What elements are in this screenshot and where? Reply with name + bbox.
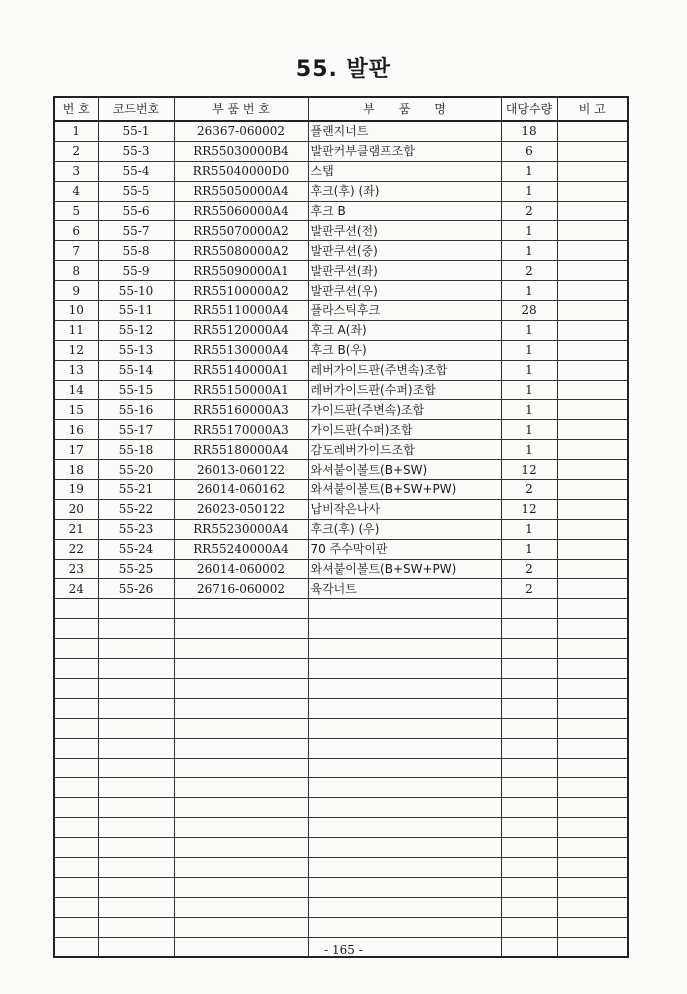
table-row — [54, 261, 628, 281]
cell-part-no: RR55060000A4 — [174, 201, 308, 221]
cell-code: 55-21 — [98, 480, 174, 500]
cell-part-no: 26013-060122 — [174, 460, 308, 480]
empty-table-row — [54, 619, 628, 639]
table-row — [54, 360, 628, 380]
cell-part-no — [174, 698, 308, 718]
cell-qty: 1 — [501, 340, 557, 360]
cell-part-no: RR55240000A4 — [174, 539, 308, 559]
cell-qty — [501, 818, 557, 838]
cell-qty — [501, 619, 557, 639]
cell-code: 55-20 — [98, 460, 174, 480]
cell-no — [54, 599, 98, 619]
empty-table-row — [54, 758, 628, 778]
cell-remarks — [557, 400, 628, 420]
cell-qty: 1 — [501, 320, 557, 340]
cell-remarks — [557, 301, 628, 321]
cell-name: 발판커부클램프조합 — [308, 141, 501, 161]
cell-remarks — [557, 639, 628, 659]
cell-remarks — [557, 838, 628, 858]
table-row — [54, 301, 628, 321]
cell-name: 후크(후) (우) — [308, 519, 501, 539]
cell-qty: 1 — [501, 440, 557, 460]
cell-qty — [501, 877, 557, 897]
cell-no: 8 — [54, 261, 98, 281]
cell-remarks — [557, 758, 628, 778]
cell-code: 55-9 — [98, 261, 174, 281]
cell-name — [308, 917, 501, 937]
cell-name — [308, 599, 501, 619]
cell-no — [54, 718, 98, 738]
cell-qty: 2 — [501, 579, 557, 599]
cell-qty: 1 — [501, 420, 557, 440]
cell-code: 55-7 — [98, 221, 174, 241]
cell-part-no: RR55080000A2 — [174, 241, 308, 261]
cell-remarks — [557, 141, 628, 161]
cell-no: 9 — [54, 281, 98, 301]
cell-qty: 1 — [501, 161, 557, 181]
cell-no — [54, 917, 98, 937]
cell-part-no: RR55140000A1 — [174, 360, 308, 380]
empty-table-row — [54, 738, 628, 758]
page-number: - 165 - — [324, 943, 363, 957]
cell-remarks — [557, 221, 628, 241]
cell-code — [98, 877, 174, 897]
cell-no — [54, 639, 98, 659]
cell-remarks — [557, 579, 628, 599]
cell-no — [54, 818, 98, 838]
cell-name: 와셔붙이볼트(B+SW+PW) — [308, 559, 501, 579]
table-row — [54, 499, 628, 519]
cell-remarks — [557, 877, 628, 897]
cell-qty — [501, 678, 557, 698]
cell-code: 55-26 — [98, 579, 174, 599]
cell-no — [54, 778, 98, 798]
cell-name: 가이드판(수퍼)조합 — [308, 420, 501, 440]
page-title: 55. 발판 — [295, 57, 392, 82]
header-qty: 대당수량 — [501, 97, 557, 121]
cell-part-no: RR55130000A4 — [174, 340, 308, 360]
cell-part-no: RR55230000A4 — [174, 519, 308, 539]
cell-code: 55-14 — [98, 360, 174, 380]
empty-table-row — [54, 698, 628, 718]
cell-code — [98, 659, 174, 679]
cell-qty: 12 — [501, 499, 557, 519]
cell-no: 19 — [54, 480, 98, 500]
table-row — [54, 380, 628, 400]
table-row — [54, 221, 628, 241]
cell-remarks — [557, 539, 628, 559]
cell-remarks — [557, 420, 628, 440]
header-part-no: 부 품 번 호 — [174, 97, 308, 121]
empty-table-row — [54, 659, 628, 679]
cell-part-no — [174, 718, 308, 738]
cell-remarks — [557, 440, 628, 460]
cell-code: 55-4 — [98, 161, 174, 181]
cell-no: 14 — [54, 380, 98, 400]
cell-no — [54, 838, 98, 858]
cell-name — [308, 897, 501, 917]
cell-name: 육각너트 — [308, 579, 501, 599]
cell-name: 와셔붙이볼트(B+SW+PW) — [308, 480, 501, 500]
empty-table-row — [54, 857, 628, 877]
cell-part-no: RR55180000A4 — [174, 440, 308, 460]
cell-remarks — [557, 241, 628, 261]
cell-qty — [501, 917, 557, 937]
cell-code: 55-1 — [98, 121, 174, 141]
cell-qty: 12 — [501, 460, 557, 480]
header-remarks: 비 고 — [557, 97, 628, 121]
table-row — [54, 281, 628, 301]
parts-table — [53, 96, 629, 958]
cell-no: 6 — [54, 221, 98, 241]
cell-qty: 18 — [501, 121, 557, 141]
cell-no: 16 — [54, 420, 98, 440]
header-no: 번 호 — [54, 97, 98, 121]
cell-no: 7 — [54, 241, 98, 261]
cell-no: 24 — [54, 579, 98, 599]
cell-part-no: 26014-060002 — [174, 559, 308, 579]
cell-no — [54, 698, 98, 718]
table-row — [54, 519, 628, 539]
cell-part-no: RR55040000D0 — [174, 161, 308, 181]
cell-no — [54, 758, 98, 778]
cell-remarks — [557, 897, 628, 917]
empty-table-row — [54, 678, 628, 698]
table-row — [54, 340, 628, 360]
cell-remarks — [557, 559, 628, 579]
cell-no: 1 — [54, 121, 98, 141]
cell-code: 55-16 — [98, 400, 174, 420]
cell-no: 10 — [54, 301, 98, 321]
cell-qty — [501, 897, 557, 917]
cell-code: 55-12 — [98, 320, 174, 340]
cell-part-no: RR55120000A4 — [174, 320, 308, 340]
cell-remarks — [557, 281, 628, 301]
cell-name — [308, 877, 501, 897]
cell-code: 55-5 — [98, 181, 174, 201]
cell-qty — [501, 659, 557, 679]
cell-name — [308, 659, 501, 679]
cell-qty: 1 — [501, 221, 557, 241]
parts-table-body — [54, 121, 628, 957]
cell-no: 11 — [54, 320, 98, 340]
cell-name: 납비작은나사 — [308, 499, 501, 519]
cell-name — [308, 738, 501, 758]
cell-qty: 2 — [501, 559, 557, 579]
header-name: 부 품 명 — [308, 97, 501, 121]
cell-no: 20 — [54, 499, 98, 519]
cell-qty — [501, 758, 557, 778]
cell-code: 55-24 — [98, 539, 174, 559]
cell-part-no — [174, 678, 308, 698]
cell-qty: 1 — [501, 181, 557, 201]
cell-no: 18 — [54, 460, 98, 480]
cell-qty — [501, 698, 557, 718]
cell-qty — [501, 639, 557, 659]
cell-part-no: 26023-050122 — [174, 499, 308, 519]
table-row — [54, 400, 628, 420]
cell-remarks — [557, 480, 628, 500]
cell-no — [54, 857, 98, 877]
empty-table-row — [54, 639, 628, 659]
cell-part-no — [174, 639, 308, 659]
cell-code — [98, 619, 174, 639]
cell-part-no — [174, 798, 308, 818]
cell-part-no: RR55170000A3 — [174, 420, 308, 440]
cell-code: 55-17 — [98, 420, 174, 440]
table-row — [54, 559, 628, 579]
cell-remarks — [557, 340, 628, 360]
cell-remarks — [557, 181, 628, 201]
cell-code: 55-23 — [98, 519, 174, 539]
cell-qty: 6 — [501, 141, 557, 161]
cell-remarks — [557, 917, 628, 937]
cell-name — [308, 639, 501, 659]
cell-remarks — [557, 599, 628, 619]
cell-remarks — [557, 499, 628, 519]
cell-remarks — [557, 718, 628, 738]
cell-name — [308, 758, 501, 778]
cell-qty — [501, 857, 557, 877]
table-row — [54, 320, 628, 340]
cell-part-no — [174, 619, 308, 639]
cell-qty: 28 — [501, 301, 557, 321]
cell-code: 55-22 — [98, 499, 174, 519]
cell-name — [308, 778, 501, 798]
cell-no — [54, 619, 98, 639]
cell-qty — [501, 738, 557, 758]
cell-name: 발판쿠션(좌) — [308, 261, 501, 281]
cell-remarks — [557, 738, 628, 758]
table-row — [54, 161, 628, 181]
cell-name — [308, 698, 501, 718]
cell-remarks — [557, 121, 628, 141]
table-row — [54, 539, 628, 559]
cell-no — [54, 798, 98, 818]
cell-part-no: RR55050000A4 — [174, 181, 308, 201]
cell-no: 17 — [54, 440, 98, 460]
cell-code: 55-25 — [98, 559, 174, 579]
cell-no: 13 — [54, 360, 98, 380]
cell-code — [98, 838, 174, 858]
cell-no — [54, 659, 98, 679]
cell-name: 발판쿠션(중) — [308, 241, 501, 261]
cell-remarks — [557, 380, 628, 400]
cell-name — [308, 798, 501, 818]
cell-qty: 2 — [501, 261, 557, 281]
cell-no: 5 — [54, 201, 98, 221]
cell-code: 55-15 — [98, 380, 174, 400]
cell-name — [308, 838, 501, 858]
cell-code — [98, 897, 174, 917]
cell-code — [98, 798, 174, 818]
cell-code — [98, 857, 174, 877]
cell-remarks — [557, 261, 628, 281]
cell-part-no — [174, 897, 308, 917]
cell-name: 후크(후) (좌) — [308, 181, 501, 201]
cell-name: 감도레버가이드조합 — [308, 440, 501, 460]
cell-name: 후크 B — [308, 201, 501, 221]
cell-part-no — [174, 738, 308, 758]
cell-code: 55-10 — [98, 281, 174, 301]
cell-code — [98, 758, 174, 778]
cell-no — [54, 738, 98, 758]
cell-code: 55-13 — [98, 340, 174, 360]
cell-remarks — [557, 360, 628, 380]
cell-remarks — [557, 519, 628, 539]
cell-code — [98, 599, 174, 619]
table-row — [54, 201, 628, 221]
empty-table-row — [54, 798, 628, 818]
table-row — [54, 480, 628, 500]
cell-name — [308, 818, 501, 838]
empty-table-row — [54, 838, 628, 858]
cell-remarks — [557, 678, 628, 698]
cell-qty — [501, 798, 557, 818]
cell-name: 와셔붙이볼트(B+SW) — [308, 460, 501, 480]
table-row — [54, 121, 628, 141]
cell-part-no — [174, 778, 308, 798]
cell-remarks — [557, 460, 628, 480]
cell-name: 플라스틱후크 — [308, 301, 501, 321]
cell-name: 70 주수막이판 — [308, 539, 501, 559]
cell-remarks — [557, 161, 628, 181]
cell-qty — [501, 778, 557, 798]
table-row — [54, 579, 628, 599]
cell-part-no: RR55090000A1 — [174, 261, 308, 281]
cell-part-no: RR55110000A4 — [174, 301, 308, 321]
cell-code — [98, 738, 174, 758]
cell-part-no: 26367-060002 — [174, 121, 308, 141]
cell-qty: 1 — [501, 241, 557, 261]
table-row — [54, 241, 628, 261]
cell-no — [54, 877, 98, 897]
cell-part-no — [174, 877, 308, 897]
cell-no — [54, 678, 98, 698]
cell-code — [98, 778, 174, 798]
cell-remarks — [557, 818, 628, 838]
cell-name: 레버가이드판(수퍼)조합 — [308, 380, 501, 400]
cell-name: 후크 A(좌) — [308, 320, 501, 340]
cell-part-no: RR55160000A3 — [174, 400, 308, 420]
cell-qty: 1 — [501, 539, 557, 559]
cell-name: 발판쿠션(우) — [308, 281, 501, 301]
cell-code: 55-8 — [98, 241, 174, 261]
cell-part-no — [174, 917, 308, 937]
table-row — [54, 440, 628, 460]
cell-code — [98, 678, 174, 698]
cell-no: 15 — [54, 400, 98, 420]
header-code: 코드번호 — [98, 97, 174, 121]
cell-no: 23 — [54, 559, 98, 579]
cell-name — [308, 619, 501, 639]
cell-code: 55-6 — [98, 201, 174, 221]
table-row — [54, 181, 628, 201]
cell-qty: 1 — [501, 400, 557, 420]
cell-part-no: RR55100000A2 — [174, 281, 308, 301]
table-row — [54, 141, 628, 161]
table-row — [54, 420, 628, 440]
cell-name: 발판쿠션(전) — [308, 221, 501, 241]
cell-name: 가이드판(주변속)조합 — [308, 400, 501, 420]
cell-code — [98, 639, 174, 659]
cell-no: 21 — [54, 519, 98, 539]
cell-part-no — [174, 838, 308, 858]
cell-part-no — [174, 659, 308, 679]
empty-table-row — [54, 877, 628, 897]
cell-name: 후크 B(우) — [308, 340, 501, 360]
cell-remarks — [557, 857, 628, 877]
cell-remarks — [557, 201, 628, 221]
table-header-row — [54, 97, 628, 121]
empty-table-row — [54, 897, 628, 917]
cell-qty: 1 — [501, 380, 557, 400]
cell-part-no: RR55070000A2 — [174, 221, 308, 241]
cell-qty — [501, 599, 557, 619]
cell-remarks — [557, 698, 628, 718]
cell-qty: 1 — [501, 519, 557, 539]
cell-part-no: RR55030000B4 — [174, 141, 308, 161]
cell-qty: 1 — [501, 360, 557, 380]
cell-code — [98, 818, 174, 838]
cell-no: 2 — [54, 141, 98, 161]
table-row — [54, 460, 628, 480]
cell-remarks — [557, 798, 628, 818]
cell-part-no — [174, 758, 308, 778]
empty-table-row — [54, 718, 628, 738]
cell-part-no: RR55150000A1 — [174, 380, 308, 400]
cell-qty — [501, 718, 557, 738]
cell-part-no: 26716-060002 — [174, 579, 308, 599]
cell-remarks — [557, 320, 628, 340]
cell-code: 55-3 — [98, 141, 174, 161]
empty-table-row — [54, 778, 628, 798]
cell-no: 3 — [54, 161, 98, 181]
cell-no: 12 — [54, 340, 98, 360]
empty-table-row — [54, 818, 628, 838]
cell-qty: 2 — [501, 480, 557, 500]
cell-code — [98, 917, 174, 937]
cell-name — [308, 857, 501, 877]
cell-no: 22 — [54, 539, 98, 559]
empty-table-row — [54, 917, 628, 937]
cell-code — [98, 698, 174, 718]
cell-remarks — [557, 619, 628, 639]
cell-qty: 2 — [501, 201, 557, 221]
cell-no: 4 — [54, 181, 98, 201]
cell-name: 플랜지너트 — [308, 121, 501, 141]
cell-name — [308, 678, 501, 698]
cell-code: 55-18 — [98, 440, 174, 460]
cell-remarks — [557, 778, 628, 798]
cell-name — [308, 718, 501, 738]
cell-part-no — [174, 818, 308, 838]
cell-qty: 1 — [501, 281, 557, 301]
cell-no — [54, 897, 98, 917]
cell-qty — [501, 838, 557, 858]
cell-name: 스탭 — [308, 161, 501, 181]
cell-part-no: 26014-060162 — [174, 480, 308, 500]
cell-code — [98, 718, 174, 738]
cell-remarks — [557, 659, 628, 679]
cell-part-no — [174, 599, 308, 619]
cell-name: 레버가이드판(주변속)조합 — [308, 360, 501, 380]
cell-code: 55-11 — [98, 301, 174, 321]
empty-table-row — [54, 599, 628, 619]
cell-part-no — [174, 857, 308, 877]
